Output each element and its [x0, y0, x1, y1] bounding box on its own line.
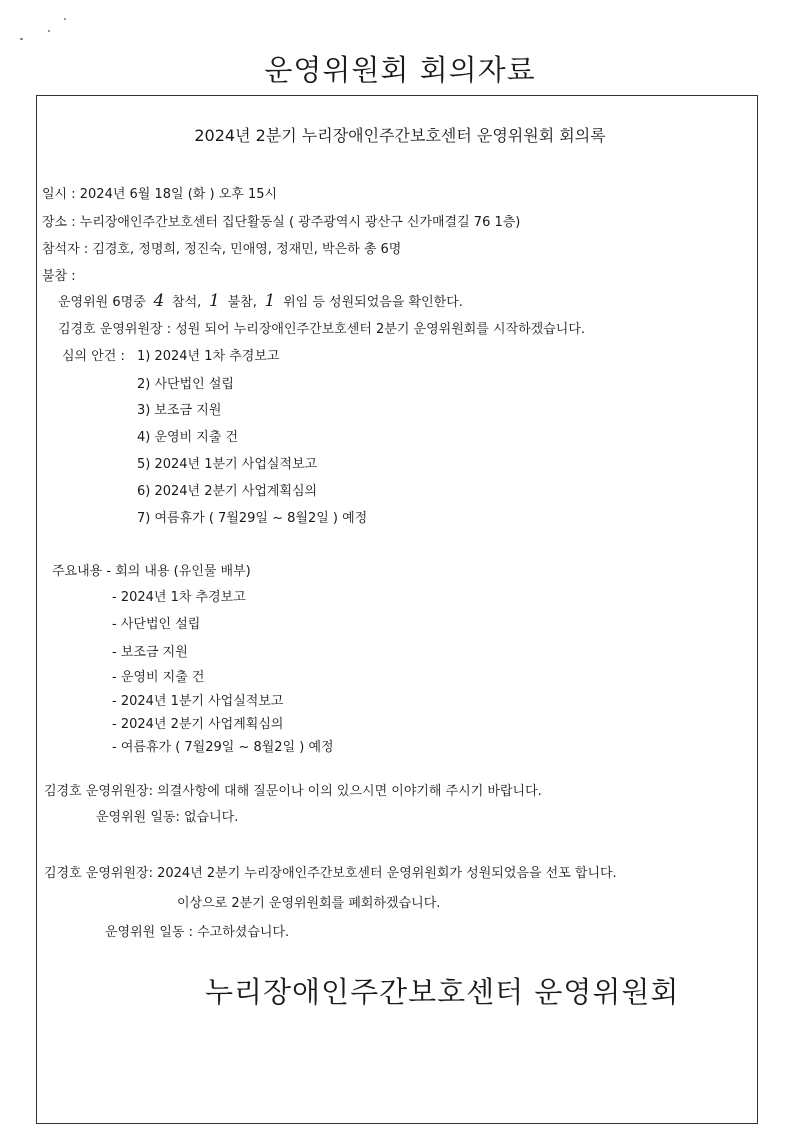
- agenda-item: 3) 보조금 지원: [137, 403, 222, 418]
- main-item: - 2024년 1분기 사업실적보고: [112, 694, 284, 709]
- agenda-item: 1) 2024년 1차 추경보고: [137, 349, 280, 364]
- members-thanks: 운영위원 일동 : 수고하셨습니다.: [105, 925, 290, 940]
- present-count: 4: [153, 291, 165, 311]
- proxy-count: 1: [264, 291, 276, 311]
- attendees: 참석자 : 김경호, 정명희, 정진숙, 민애영, 정재민, 박은하 총 6명: [42, 242, 402, 257]
- closing-remark: 이상으로 2분기 운영위원회를 폐회하겠습니다.: [177, 896, 441, 911]
- members-answer: 운영위원 일동: 없습니다.: [96, 810, 239, 825]
- agenda-item: 4) 운영비 지출 건: [137, 430, 239, 445]
- agenda-item: 5) 2024년 1분기 사업실적보고: [137, 457, 318, 472]
- scan-speck: [20, 38, 23, 40]
- quorum-mid2: 불참,: [227, 295, 257, 310]
- absent: 불참 :: [42, 269, 76, 284]
- main-item: - 보조금 지원: [112, 645, 188, 660]
- chair-declaration: 김경호 운영위원장: 2024년 2분기 누리장애인주간보호센터 운영위원회가 성원되었음을 선포 합니다.: [44, 866, 617, 881]
- main-item: - 여름휴가 ( 7월29일 ~ 8월2일 ) 예정: [112, 740, 334, 755]
- minutes-title: 2024년 2분기 누리장애인주간보호센터 운영위원회 회의록: [194, 126, 606, 145]
- page-title: 운영위원회 회의자료: [264, 53, 536, 87]
- agenda-item: 2) 사단법인 설립: [137, 377, 234, 392]
- meeting-datetime: 일시 : 2024년 6월 18일 (화 ) 오후 15시: [42, 187, 278, 202]
- main-item: - 2024년 2분기 사업계획심의: [112, 717, 284, 732]
- quorum-prefix: 운영위원 6명중: [58, 295, 146, 310]
- main-item: - 운영비 지출 건: [112, 670, 205, 685]
- agenda-item: 7) 여름휴가 ( 7월29일 ~ 8월2일 ) 예정: [137, 511, 368, 526]
- chair-question: 김경호 운영위원장: 의결사항에 대해 질문이나 이의 있으시면 이야기해 주시기 바랍니다.: [44, 784, 542, 799]
- quorum-suffix: 위임 등 성원되었음을 확인한다.: [283, 295, 463, 310]
- agenda-item: 6) 2024년 2분기 사업계획심의: [137, 484, 318, 499]
- quorum-line: [58, 291, 463, 311]
- main-item: - 2024년 1차 추경보고: [112, 590, 246, 605]
- scan-speck: [48, 30, 50, 32]
- meeting-place: 장소 : 누리장애인주간보호센터 집단활동실 ( 광주광역시 광산구 신가매결길 76 1층): [42, 215, 521, 230]
- opening-remark: 김경호 운영위원장 : 성원 되어 누리장애인주간보호센터 2분기 운영위원회를 시작하겠습니다.: [58, 322, 586, 337]
- organization-signature: 누리장애인주간보호센터 운영위원회: [205, 975, 680, 1009]
- quorum-mid1: 참석,: [172, 295, 202, 310]
- agenda-label: 심의 안건 :: [62, 349, 125, 364]
- scan-speck: [64, 18, 66, 20]
- main-content-label: 주요내용 - 회의 내용 (유인물 배부): [52, 564, 251, 579]
- absent-count: 1: [209, 291, 220, 311]
- main-item: - 사단법인 설립: [112, 617, 201, 632]
